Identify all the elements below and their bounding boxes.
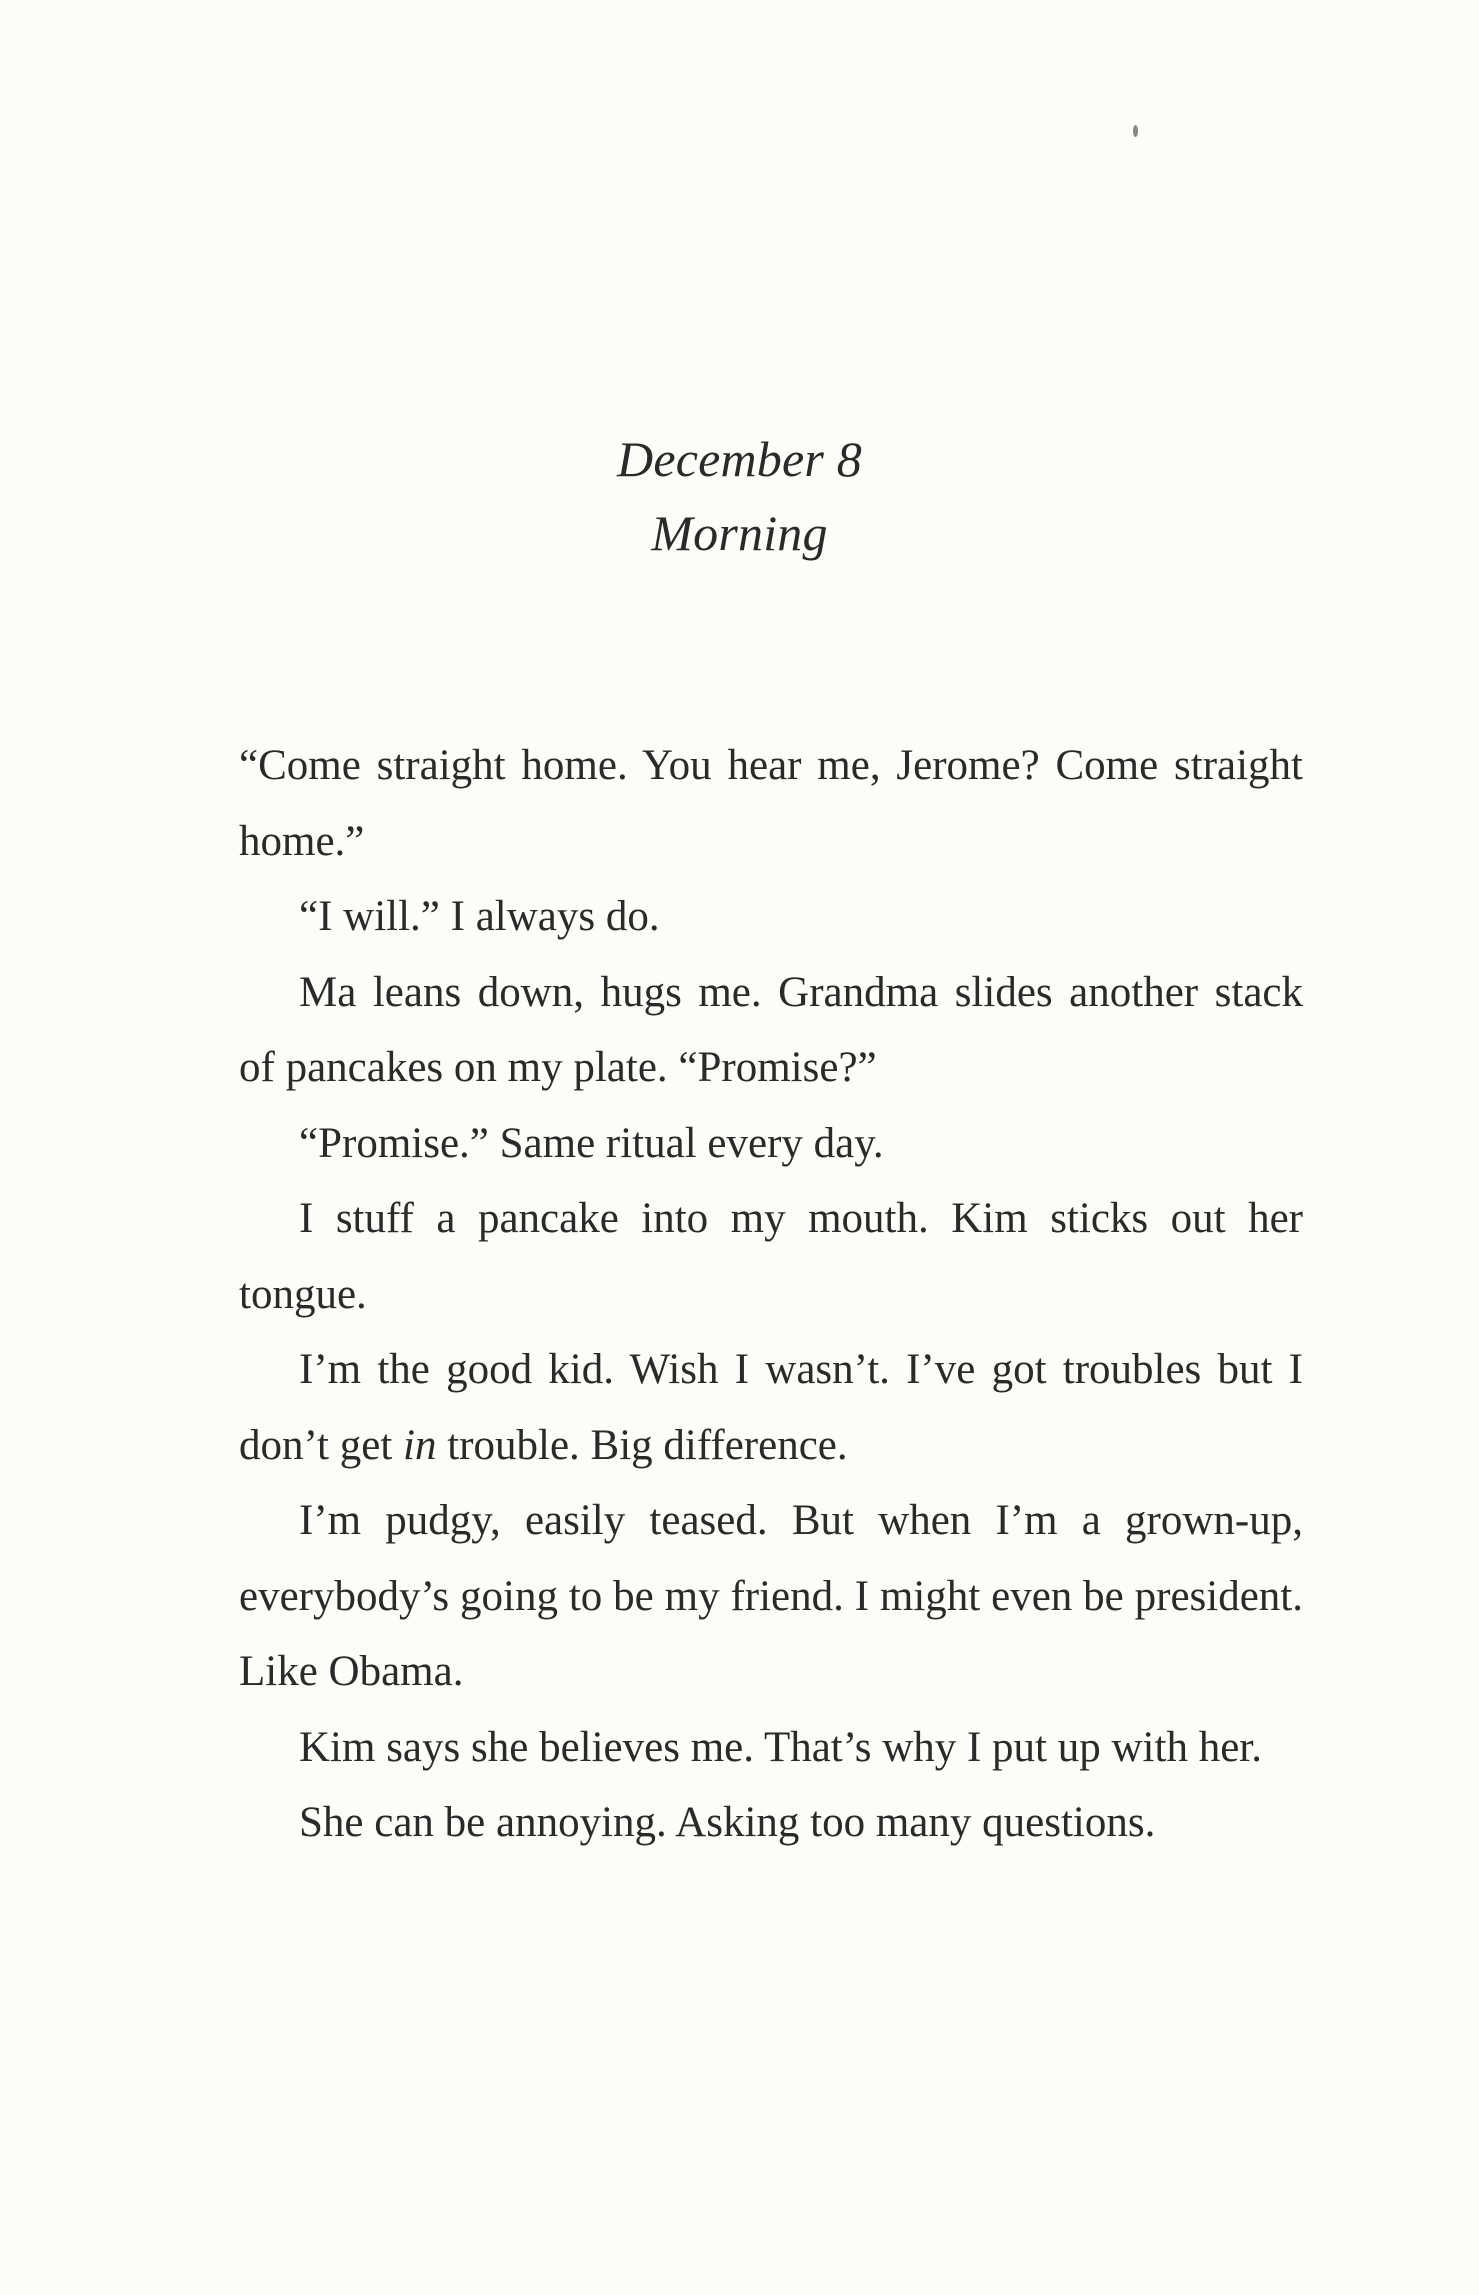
emphasis-text: in [403,1421,437,1469]
heading-time-of-day: Morning [651,505,828,561]
paragraph [239,879,1303,955]
paragraph-text: “Come straight home. You hear me, Jerome? Come straight home.” [239,742,1303,865]
heading-date: December 8 [617,431,862,487]
paragraph-text: Ma leans down, hugs me. Grandma slides another stack of pancakes on my plate. “Promise?” [239,968,1303,1091]
paragraph-text: “Promise.” Same ritual every day. [299,1119,884,1167]
paragraph [239,1483,1303,1710]
paragraph-text: I stuff a pancake into my mouth. Kim sticks out her tongue. [239,1195,1303,1318]
paragraph [239,1181,1303,1332]
paragraph [239,1785,1303,1861]
paragraph-text: Kim says she believes me. That’s why I put up with her. [299,1723,1262,1771]
paragraph-text: I’m the good kid. Wish I wasn’t. I’ve got troubles but I don’t get [239,1346,1303,1469]
print-speck [1133,125,1138,137]
paragraph-text: She can be annoying. Asking too many questions. [299,1799,1156,1846]
paragraph-text: trouble. Big difference. [436,1421,848,1469]
paragraph-text: I’m pudgy, easily teased. But when I’m a grown-up, everybody’s going to be my friend. I might even be president. Like Obama. [239,1497,1303,1695]
body-text [239,728,1303,1861]
paragraph [239,728,1303,879]
paragraph [239,1332,1303,1483]
paragraph [239,955,1303,1106]
paragraph [239,1106,1303,1182]
section-heading [0,422,1479,570]
paragraph [239,1710,1303,1786]
paragraph-text: “I will.” I always do. [299,893,660,940]
